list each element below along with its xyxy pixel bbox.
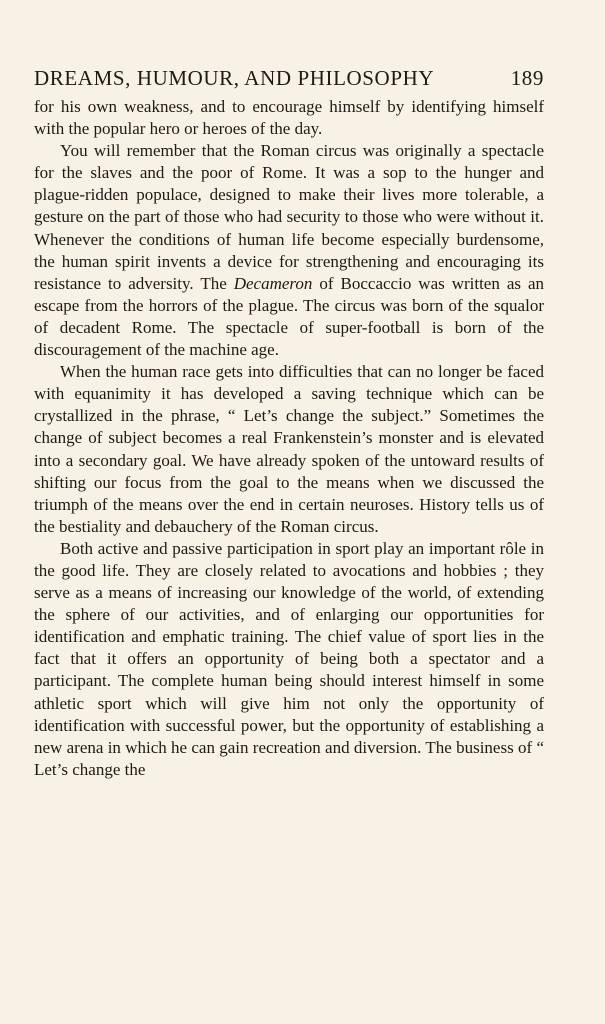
paragraph-sport: Both active and passive participation in sport play an important rôle in the good life. They are closely related to avocations and hobbies ; they serve as a means of increasing our knowledge of the world, of extending the sphere of our activities, and of enlarging our opportunities for identification and emphatic training. The chief value of sport lies in the fact that it offers an opportunity of being both a spectator and a participant. The complete human being should interest himself in some athletic sport which will give him not only the opportunity of identification with successful power, but the opportunity of establishing a new arena in which he can gain recreation and diversion. The business of “ Let’s change the bbox=[34, 538, 544, 779]
paragraph-text: of Boccaccio was written as an escape from the horrors of the plague. The circus was born of the squalor of decadent Rome. The spectacle of super-football is born of the discouragement of the machine age. bbox=[34, 273, 545, 360]
paragraph-change-subject: When the human race gets into difficulties that can no longer be faced with equanimity it has developed a saving technique which can be crystallized in the phrase, “ Let’s change the subject.” Sometimes the change of subject becomes a real Frankenstein’s monster and is elevated into a secondary goal. We have already spoken of the untoward results of shifting our focus from the goal to the means when we discussed the triumph of the means over the end in certain neuroses. History tells us of the bestiality and debauchery of the Roman circus. bbox=[34, 362, 544, 536]
running-head bbox=[34, 64, 544, 92]
book-page bbox=[34, 64, 544, 781]
page-number: 189 bbox=[510, 66, 544, 90]
paragraph-continued: for his own weakness, and to encourage himself by identifying himself with the popular hero or heroes of the day. bbox=[34, 97, 544, 139]
paragraph-roman-circus bbox=[34, 140, 544, 361]
paragraph-text: You will remember that the Roman circus was originally a spectacle for the slaves and the poor of Rome. It was a sop to the hunger and plague-ridden populace, designed to make their lives more tolerable, a gesture on the part of those who had security to those who were without it. Whenever the conditions of human life become especially burdensome, the human spirit invents a device for strengthening and encouraging its resistance to adversity. The bbox=[34, 141, 544, 293]
book-title-decameron: Decameron bbox=[233, 273, 313, 293]
running-head-title: DREAMS, HUMOUR, AND PHILOSOPHY bbox=[34, 66, 435, 90]
body-text bbox=[34, 96, 544, 781]
